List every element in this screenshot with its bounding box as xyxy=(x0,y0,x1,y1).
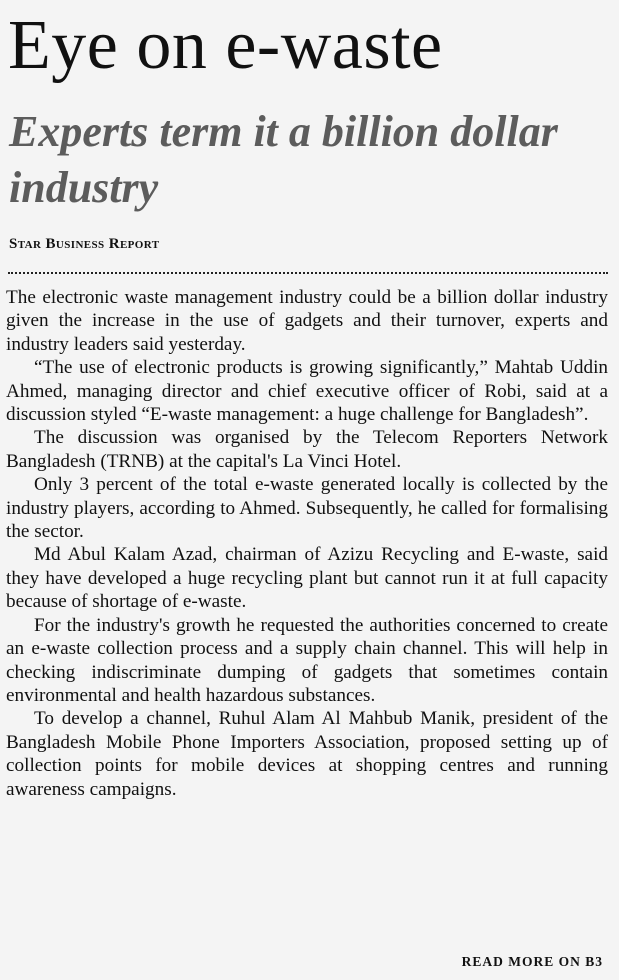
article-paragraph: For the industry's growth he requested the authorities concerned to create an e-waste collection process and a supply chain channel. This will help in checking indiscriminate dumping of gadgets that sometimes contain environmental and health hazardous substances. xyxy=(6,614,608,706)
headline: Eye on e-waste xyxy=(8,7,443,84)
article-body xyxy=(6,286,608,801)
article-paragraph: The electronic waste management industry could be a billion dollar industry given the increase in the use of gadgets and their turnover, experts and industry leaders said yesterday. xyxy=(6,287,608,355)
read-more-link[interactable]: READ MORE ON B3 xyxy=(461,954,603,969)
article-paragraph: “The use of electronic products is growing significantly,” Mahtab Uddin Ahmed, managing director and chief executive officer of Robi, said at a discussion styled “E-waste management: a huge challenge for Bangladesh”. xyxy=(6,357,608,426)
article-paragraph: Md Abul Kalam Azad, chairman of Azizu Recycling and E-waste, said they have developed a huge recycling plant but cannot run it at full capacity because of shortage of e-waste. xyxy=(6,544,608,613)
article-paragraph: The discussion was organised by the Telecom Reporters Network Bangladesh (TRNB) at the capital's La Vinci Hotel. xyxy=(6,427,608,472)
article-paragraph: To develop a channel, Ruhul Alam Al Mahbub Manik, president of the Bangladesh Mobile Phone Importers Association, proposed setting up of collection points for mobile devices at shopping centres and running awareness campaigns. xyxy=(6,708,608,800)
article-paragraph: Only 3 percent of the total e-waste generated locally is collected by the industry players, according to Ahmed. Subsequently, he called for formalising the sector. xyxy=(6,474,608,543)
subheadline: Experts term it a billion dollar industry xyxy=(9,107,558,212)
dotted-divider xyxy=(8,272,608,274)
byline: Star Business Report xyxy=(9,236,160,252)
